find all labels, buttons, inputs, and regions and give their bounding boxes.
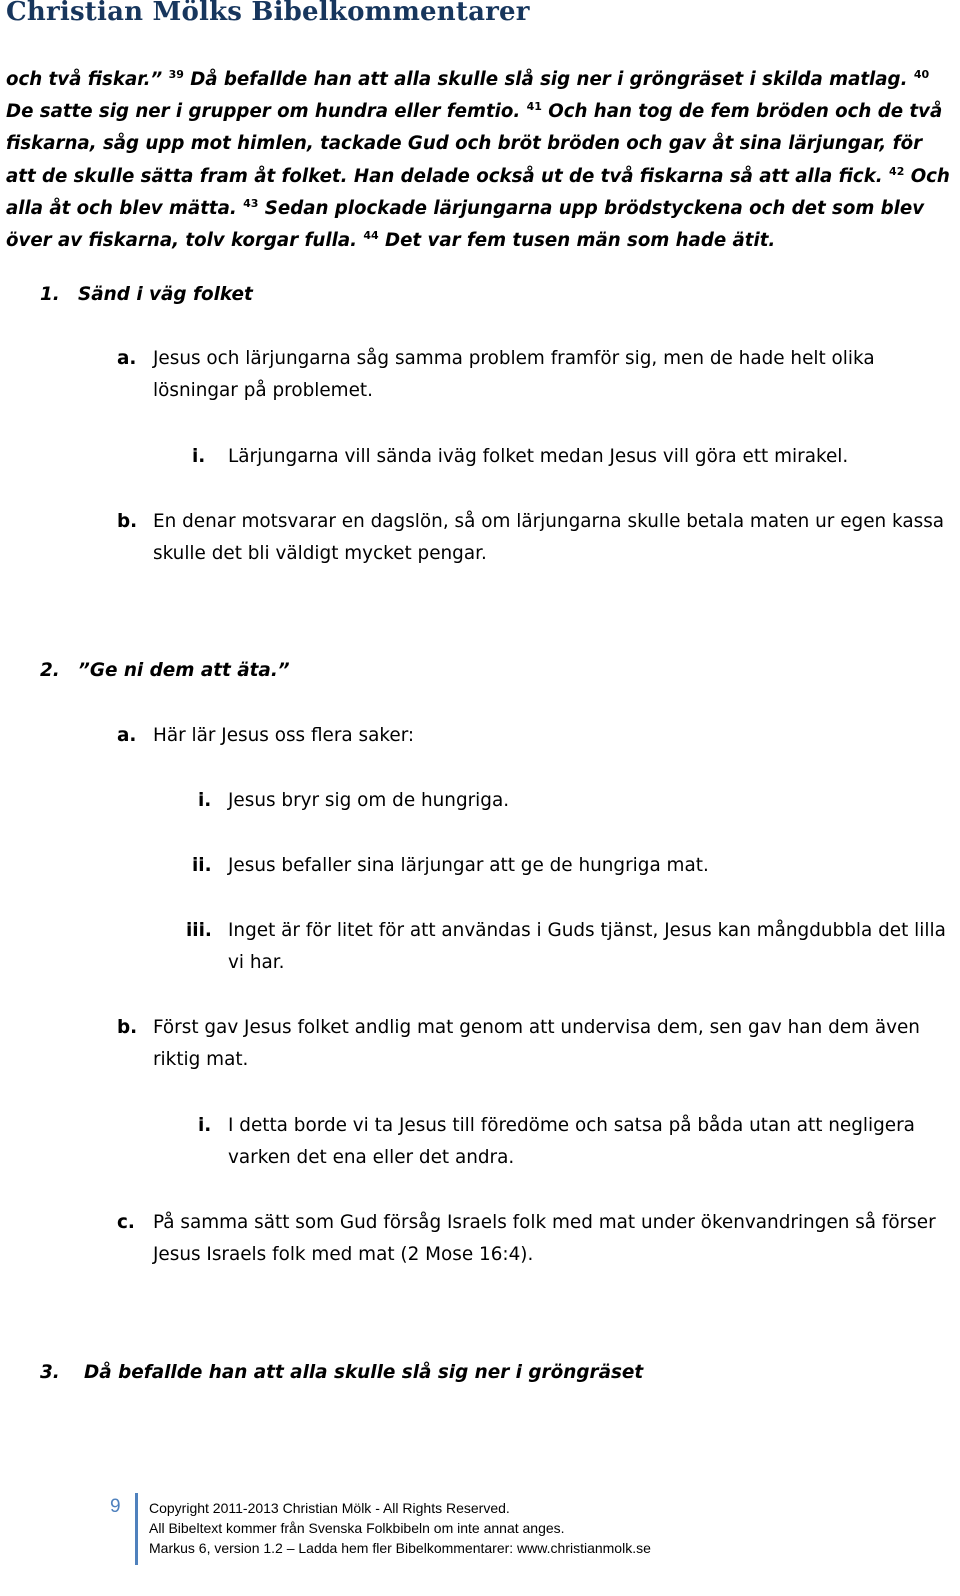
- scripture-text: Det var fem tusen män som hade ätit.: [378, 230, 776, 252]
- scripture-text: Då befallde han att alla skulle slå sig ner i gröngräset i skilda matlag.: [183, 69, 914, 90]
- footer-divider: [135, 1493, 138, 1565]
- verse-number: 40: [913, 68, 930, 81]
- verse-number: 39: [168, 68, 184, 81]
- scripture-text: Och han tog de fem bröden och de två fiskarna, såg upp mot himlen, tackade Gud och bröt bröden och gav åt sina lärjungar, för att de skulle sätta fram åt folket. Han delade också ut de två fiskarna så att alla fick.: [6, 101, 943, 187]
- verse-number: 44: [363, 229, 379, 243]
- verse-number: 43: [243, 196, 259, 210]
- footer-version-note: Markus 6, version 1.2 – Ladda hem fler Bibelkommentarer: www.christianmolk.se: [149, 1540, 651, 1556]
- scripture-text: De satte sig ner i grupper om hundra eller femtio.: [6, 101, 527, 123]
- footer-copyright: Copyright 2011-2013 Christian Mölk - All Rights Reserved.: [149, 1500, 510, 1516]
- verse-number: 42: [889, 164, 905, 178]
- document-title: Christian Mölks Bibelkommentarer: [6, 0, 530, 27]
- scripture-text: Och alla åt och blev mätta.: [6, 165, 950, 219]
- scripture-text: och två fiskar.”: [6, 69, 169, 90]
- scripture-text: Sedan plockade lärjungarna upp brödstyckena och det som blev över av fiskarna, tolv korgar fulla.: [6, 197, 925, 252]
- footer-source-note: All Bibeltext kommer från Svenska Folkbibeln om inte annat anges.: [149, 1520, 565, 1536]
- page-number: 9: [110, 1496, 121, 1517]
- verse-number: 41: [526, 100, 542, 114]
- scripture-passage: [6, 64, 950, 257]
